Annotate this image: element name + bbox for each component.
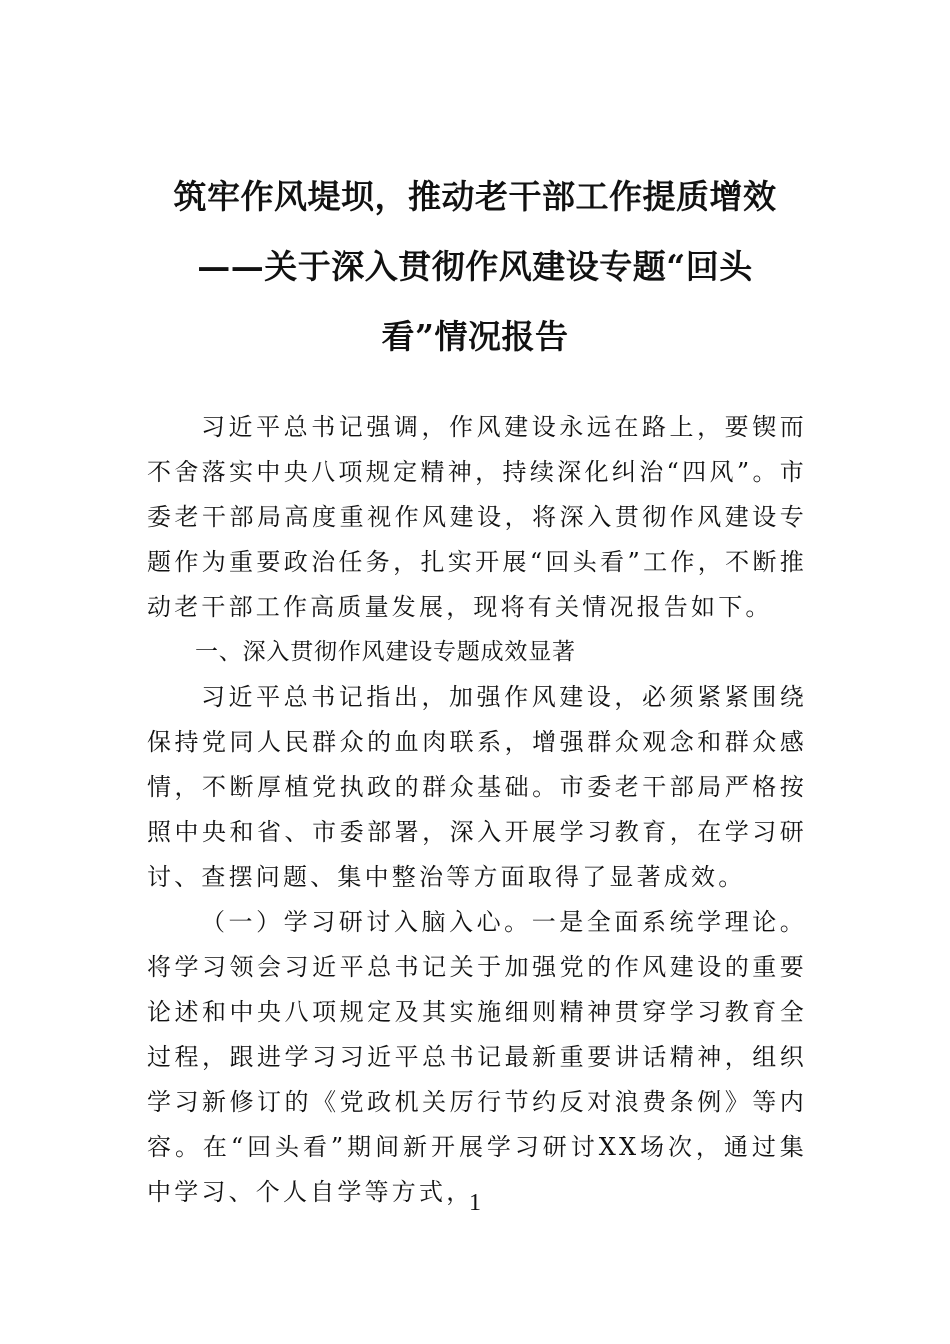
- intro-paragraph: 习近平总书记强调，作风建设永远在路上，要锲而不舍落实中央八项规定精神，持续深化纠治“四风”。市委老干部局高度重视作风建设，将深入贯彻作风建设专题作为重要政治任务，扎实开展“回头看”工作，不断推动老干部工作高质量发展，现将有关情况报告如下。: [147, 413, 807, 621]
- title-line-3: 看”情况报告: [381, 317, 569, 356]
- document-title: [120, 162, 830, 372]
- section-1-paragraph: 习近平总书记指出，加强作风建设，必须紧紧围绕保持党同人民群众的血肉联系，增强群众观念和群众感情，不断厚植党执政的群众基础。市委老干部局严格按照中央和省、市委部署，深入开展学习教育，在学习研讨、查摆问题、集中整治等方面取得了显著成效。: [147, 683, 807, 891]
- page-number: 1: [469, 1190, 481, 1216]
- subsection-1-paragraph: （一）学习研讨入脑入心。一是全面系统学理论。将学习领会习近平总书记关于加强党的作风建设的重要论述和中央八项规定及其实施细则精神贯穿学习教育全过程，跟进学习习近平总书记最新重要讲话精神，组织学习新修订的《党政机关厉行节约反对浪费条例》等内容。在“回头看”期间新开展学习研讨XX场次，通过集中学习、个人自学等方式，: [147, 908, 807, 1206]
- document-body: [147, 405, 807, 1215]
- section-heading-1: 一、深入贯彻作风建设专题成效显著: [195, 639, 576, 665]
- title-line-1: 筑牢作风堤坝，推动老干部工作提质增效: [173, 177, 777, 216]
- title-line-2: ——关于深入贯彻作风建设专题“回头: [197, 247, 753, 286]
